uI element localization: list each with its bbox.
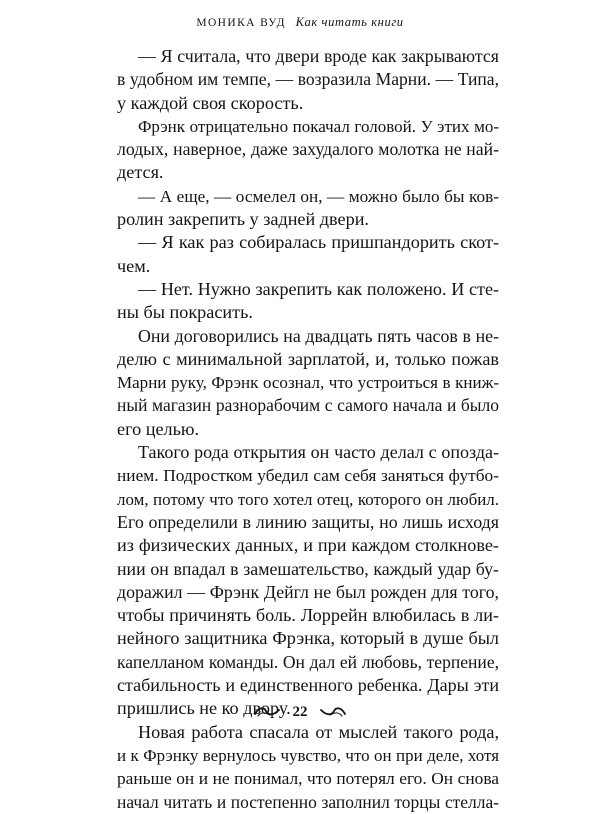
text-line: — Я считала, что двери вроде как закрываются (138, 46, 499, 66)
header-book-title: Как читать книги (295, 15, 404, 29)
text-line: лом, потому что того хотел отец, которого он любил. (117, 489, 499, 509)
text-line: лодых, наверное, даже захудалого молотка не най- (117, 139, 499, 160)
text-line: нейного защитника Фрэнка, который в душе был (117, 628, 499, 649)
text-line: Фрэнк отрицательно покачал головой. У этих мо- (138, 116, 499, 136)
text-line: делю с минимальной зарплатой, и, только пожав (117, 348, 499, 369)
footer-group (254, 702, 346, 724)
page-footer (0, 702, 600, 724)
text-line: у каждой своя скорость. (117, 92, 304, 113)
text-line: Марни руку, Фрэнк осознал, что устроиться в книж- (117, 373, 499, 393)
text-line: дется. (117, 162, 164, 183)
header-author: МОНИКА ВУД (196, 17, 286, 29)
text-line: в удобном им темпе, — возразила Марни. — Типа, (117, 69, 499, 90)
text-line: Новая работа спасала от мыслей такого рода, (138, 721, 499, 742)
text-line: начал читать и постепенно заполнил торцы стелла- (117, 791, 499, 812)
text-line: стабильность и единственного ребенка. Дары эти (117, 675, 499, 696)
text-line: ный магазин разнорабочим с самого начала и было (117, 395, 499, 416)
running-header (0, 15, 600, 30)
text-line: пришлись не ко двору. (117, 698, 291, 719)
text-line: доражил — Фрэнк Дейгл не был рожден для того, (117, 581, 499, 602)
text-line: — А еще, — осмелел он, — можно было бы ков- (138, 186, 499, 206)
page-number: 22 (292, 704, 308, 720)
text-line: ны бы покрасить. (117, 302, 253, 323)
text-line: нии он впадал в замешательство, каждый удар бу- (117, 558, 499, 579)
text-line: нием. Подростком убедил сам себя заняться футбо- (117, 466, 499, 486)
text-line: из физических данных, и при каждом столкнове- (117, 535, 499, 556)
text-line: капелланом команды. Он дал ей любовь, терпение, (117, 651, 499, 672)
text-line: Они договорились на двадцать пять часов в не- (138, 325, 499, 346)
text-line: чтобы причинять боль. Лоррейн влюбилась в ли- (117, 605, 499, 626)
text-line: — Нет. Нужно закрепить как положено. И сте- (138, 278, 499, 299)
body-text (117, 45, 499, 814)
text-line: чем. (117, 255, 151, 276)
text-line: раньше он и не понимал, что потерял его. Он снова (117, 769, 499, 789)
text-line: Его определили в линию защиты, но лишь исходя (117, 511, 499, 532)
text-line: — Я как раз собиралась пришпандорить скот- (138, 232, 499, 253)
text-line: Такого рода открытия он часто делал с опозда- (138, 442, 499, 463)
text-line: ролин закрепить у задней двери. (117, 209, 369, 230)
right-flourish-icon (320, 705, 346, 719)
text-line: и к Фрэнку вернулось чувство, что он при деле, хотя (117, 745, 499, 765)
text-line: его целью. (117, 418, 200, 439)
